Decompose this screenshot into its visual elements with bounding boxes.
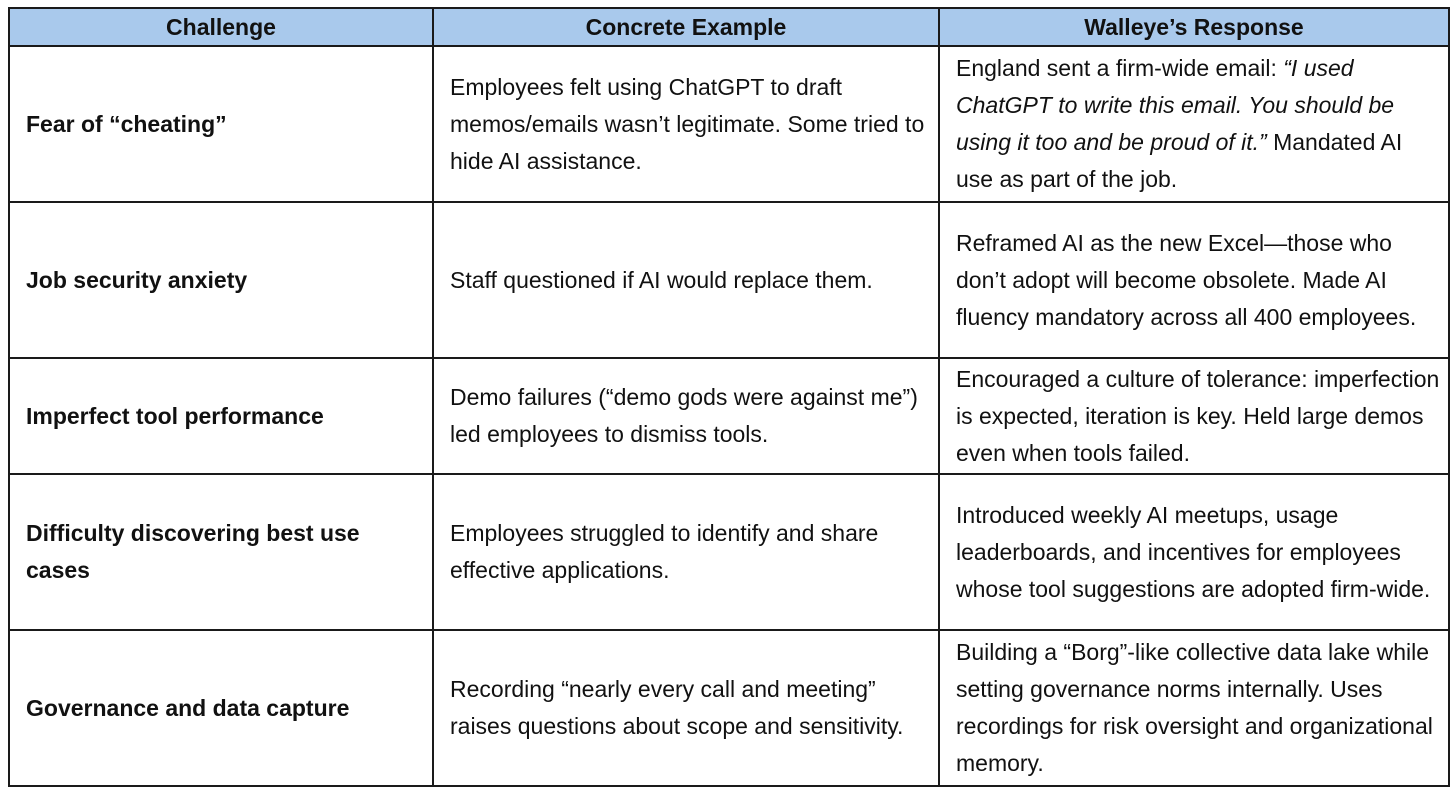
response-cell: Introduced weekly AI meetups, usage leaderboards, and incentives for employees whose tool suggestions are adopted firm-wide. (939, 474, 1449, 630)
response-text: England sent a firm-wide email: (956, 55, 1284, 81)
response-cell (939, 46, 1449, 202)
example-cell: Staff questioned if AI would replace them. (433, 202, 939, 358)
example-cell: Recording “nearly every call and meeting” raises questions about scope and sensitivity. (433, 630, 939, 786)
example-cell: Employees struggled to identify and share effective applications. (433, 474, 939, 630)
challenge-cell: Difficulty discovering best use cases (9, 474, 433, 630)
table-row (9, 630, 1449, 786)
table-row (9, 46, 1449, 202)
response-text: Mandated AI use as part of the job. (956, 129, 1403, 192)
table-row (9, 474, 1449, 630)
challenge-cell: Fear of “cheating” (9, 46, 433, 202)
challenge-cell: Governance and data capture (9, 630, 433, 786)
walleye-challenges-table (8, 7, 1450, 787)
challenge-cell: Imperfect tool performance (9, 358, 433, 474)
challenge-cell: Job security anxiety (9, 202, 433, 358)
header-concrete-example: Concrete Example (433, 8, 939, 46)
example-cell: Employees felt using ChatGPT to draft memos/emails wasn’t legitimate. Some tried to hide AI assistance. (433, 46, 939, 202)
header-walleye-response: Walleye’s Response (939, 8, 1449, 46)
example-cell: Demo failures (“demo gods were against me”) led employees to dismiss tools. (433, 358, 939, 474)
response-cell: Reframed AI as the new Excel—those who don’t adopt will become obsolete. Made AI fluency mandatory across all 400 employees. (939, 202, 1449, 358)
response-quote: “I used ChatGPT to write this email. You should be using it too and be proud of it.” (956, 55, 1395, 155)
table-row (9, 358, 1449, 474)
header-challenge: Challenge (9, 8, 433, 46)
header-row (9, 8, 1449, 46)
response-cell: Building a “Borg”-like collective data lake while setting governance norms internally. Uses recordings for risk oversight and organizational memory. (939, 630, 1449, 786)
table-row (9, 202, 1449, 358)
response-cell: Encouraged a culture of tolerance: imperfection is expected, iteration is key. Held large demos even when tools failed. (939, 358, 1449, 474)
